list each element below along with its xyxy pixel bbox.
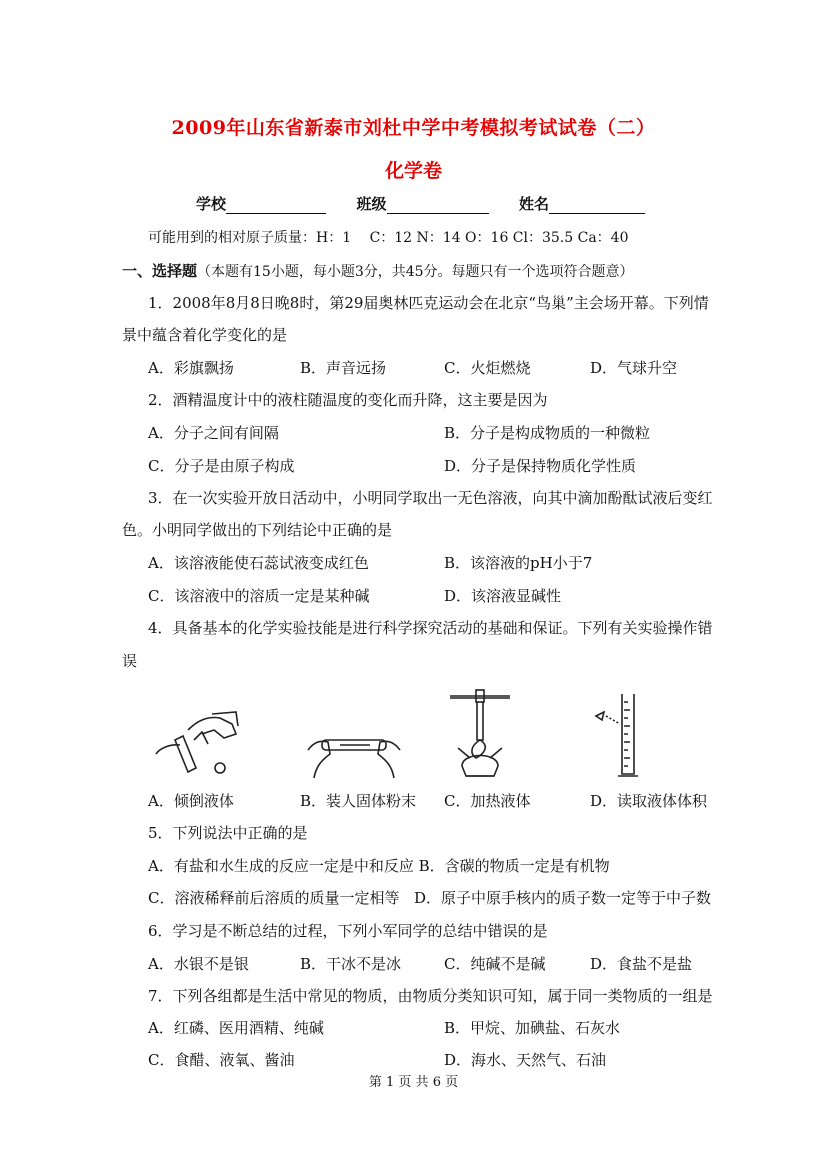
q3-stem-line1: 3．在一次实验开放日活动中，小明同学取出一无色溶液，向其中滴加酚酞试液后变红 [148,489,713,507]
q1-option-b: B．声音远扬 [300,359,387,377]
q2-option-c: C．分子是由原子构成 [148,457,295,475]
section-1-heading [122,260,634,281]
q3-option-a: A．该溶液能使石蕊试液变成红色 [148,554,369,572]
school-label: 学校 [196,195,227,213]
school-field[interactable] [226,197,326,214]
q7-option-d: D．海水、天然气、石油 [444,1051,607,1069]
name-field[interactable] [549,197,645,214]
class-label: 班级 [356,195,387,213]
pouring-liquid-figure [150,700,250,780]
q6-option-b: B．干冰不是冰 [300,955,402,973]
q5-option-c: C．溶液稀释前后溶质的质量一定相等 [148,889,400,907]
q1-option-c: C．火炬燃烧 [444,359,531,377]
q4-option-c: C．加热液体 [444,792,531,810]
q7-option-b: B．甲烷、加碘盐、石灰水 [444,1019,621,1037]
q2-option-d: D．分子是保持物质化学性质 [444,457,637,475]
q6-option-a: A．水银不是银 [148,955,249,973]
q3-option-d: D．该溶液显碱性 [444,587,562,605]
q1-option-a: A．彩旗飘扬 [148,359,234,377]
q2-stem: 2．酒精温度计中的液柱随温度的变化而升降，这主要是因为 [148,391,548,409]
q4-option-d: D．读取液体体积 [590,792,708,810]
q5-stem: 5．下列说法中正确的是 [148,824,308,842]
q5-option-d: D．原子中原手核内的质子数一定等于中子数 [414,889,712,907]
adding-powder-figure [300,720,410,782]
q3-stem-line2: 色。小明同学做出的下列结论中正确的是 [122,521,393,539]
q6-stem: 6．学习是不断总结的过程，下列小军同学的总结中错误的是 [148,922,548,940]
q4-stem-line1: 4．具备基本的化学实验技能是进行科学探究活动的基础和保证。下列有关实验操作错 [148,619,713,637]
q3-option-c: C．该溶液中的溶质一定是某种碱 [148,587,370,605]
q4-stem-line2: 误 [122,652,138,670]
q7-option-a: A．红磷、医用酒精、纯碱 [148,1019,324,1037]
q1-stem-line2: 景中蕴含着化学变化的是 [122,326,288,344]
q5-option-ab: A．有盐和水生成的反应一定是中和反应 B．含碳的物质一定是有机物 [148,857,610,875]
q3-option-b: B．该溶液的pH小于7 [444,554,593,572]
name-label: 姓名 [518,195,549,213]
q6-option-c: C．纯碱不是碱 [444,955,546,973]
q2-option-a: A．分子之间有间隔 [148,424,279,442]
class-field[interactable] [387,197,489,214]
q4-option-a: A．倾倒液体 [148,792,234,810]
reading-volume-figure [590,690,650,780]
section-1-note: （本题有15小题，每小题3分，共45分。每题只有一个选项符合题意） [197,264,634,280]
q2-option-b: B．分子是构成物质的一种微粒 [444,424,651,442]
exam-subtitle: 化学卷 [384,160,442,182]
q7-stem: 7．下列各组都是生活中常见的物质，由物质分类知识可知，属于同一类物质的一组是 [148,987,713,1005]
section-1-title: 一、选择题 [122,262,198,280]
heating-liquid-figure [440,688,520,783]
atomic-masses: 可能用到的相对原子质量：H：1 C：12 N：14 O：16 Cl：35.5 Ca：40 [148,230,629,246]
q6-option-d: D．食盐不是盐 [590,955,693,973]
q1-stem-line1: 1．2008年8月8日晚8时，第29届奥林匹克运动会在北京“鸟巢”主会场开幕。下列情 [148,294,709,312]
q1-option-d: D．气球升空 [590,359,678,377]
page-footer: 第 1 页 共 6 页 [368,1075,459,1090]
q4-option-b: B．装人固体粉末 [300,792,417,810]
q7-option-c: C．食醋、液氧、酱油 [148,1051,295,1069]
exam-title: 2009年山东省新泰市刘杜中学中考模拟考试试卷（二） [171,117,656,139]
student-info-row [196,193,645,214]
